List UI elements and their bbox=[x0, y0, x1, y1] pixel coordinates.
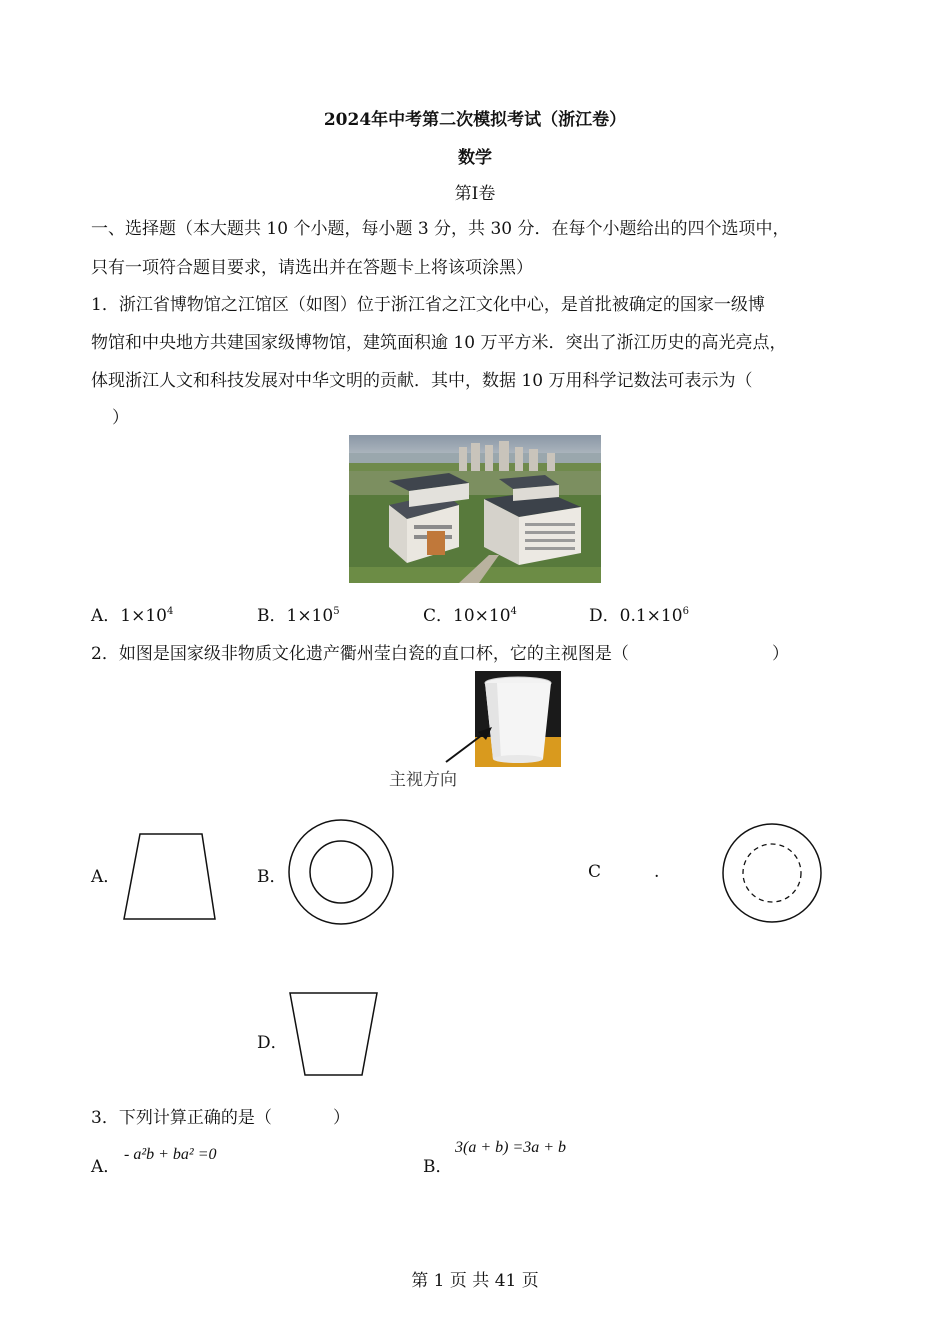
q1-text-line2: 物馆和中央地方共建国家级博物馆，建筑面积逾 10 万平方米．突出了浙江历史的高光亮点， bbox=[91, 333, 787, 353]
view-direction-arrow bbox=[440, 722, 500, 768]
section-instructions-line2: 只有一项符合题目要求，请选出并在答题卡上将该项涂黑） bbox=[91, 258, 533, 278]
q3-option-b-expression[interactable]: 3(a + b) =3a + b bbox=[455, 1139, 567, 1156]
q2-option-a-label[interactable]: A． bbox=[91, 867, 121, 887]
q1-option-b[interactable]: B．$1\times 10^5$ bbox=[257, 606, 340, 626]
q2-text-end: ） bbox=[772, 644, 789, 664]
q1-option-d[interactable]: D．$0.1\times 10^6$ bbox=[589, 606, 689, 626]
q3-option-a-label[interactable]: A． bbox=[91, 1157, 121, 1177]
q2-option-a-figure[interactable] bbox=[122, 832, 218, 922]
q2-text: 2．如图是国家级非物质文化遗产衢州莹白瓷的直口杯，它的主视图是（ bbox=[91, 644, 629, 664]
q3-option-b-label[interactable]: B． bbox=[423, 1157, 453, 1177]
q1-text-line3: 体现浙江人文和科技发展对中华文明的贡献．其中，数据 10 万用科学记数法可表示为（ bbox=[91, 371, 753, 391]
q2-option-d-figure[interactable] bbox=[288, 991, 380, 1079]
q1-text-line1: 1．浙江省博物馆之江馆区（如图）位于浙江省之江文化中心，是首批被确定的国家一级博 bbox=[91, 295, 765, 315]
q1-option-a[interactable]: A．$1\times 10^4$ bbox=[91, 606, 174, 626]
q2-option-c-dot: . bbox=[654, 862, 660, 882]
q2-option-d-label[interactable]: D． bbox=[257, 1033, 288, 1053]
volume-label: 第Ⅰ卷 bbox=[454, 184, 496, 204]
section-instructions-line1: 一、选择题（本大题共 10 个小题，每小题 3 分，共 30 分．在每个小题给出的四个选项中， bbox=[91, 219, 790, 239]
q2-option-c-label[interactable]: C bbox=[588, 862, 602, 882]
q3-text: 3．下列计算正确的是（ bbox=[91, 1108, 272, 1128]
q3-option-a-expression[interactable]: - a²b + ba² =0 bbox=[124, 1146, 217, 1163]
page-footer: 第 1 页 共 41 页 bbox=[411, 1271, 539, 1291]
q1-option-c[interactable]: C．$10\times 10^4$ bbox=[423, 606, 517, 626]
subject-title: 数学 bbox=[458, 148, 492, 168]
exam-title: 2024年中考第二次模拟考试（浙江卷） bbox=[323, 110, 627, 130]
q2-option-b-label[interactable]: B． bbox=[257, 867, 287, 887]
q3-text-end: ） bbox=[333, 1108, 350, 1128]
q1-text-line4: ） bbox=[112, 408, 129, 428]
q2-option-c-figure[interactable] bbox=[721, 822, 823, 924]
view-direction-caption: 主视方向 bbox=[389, 770, 457, 790]
q2-option-b-figure[interactable] bbox=[287, 818, 395, 926]
museum-photo bbox=[349, 435, 601, 583]
